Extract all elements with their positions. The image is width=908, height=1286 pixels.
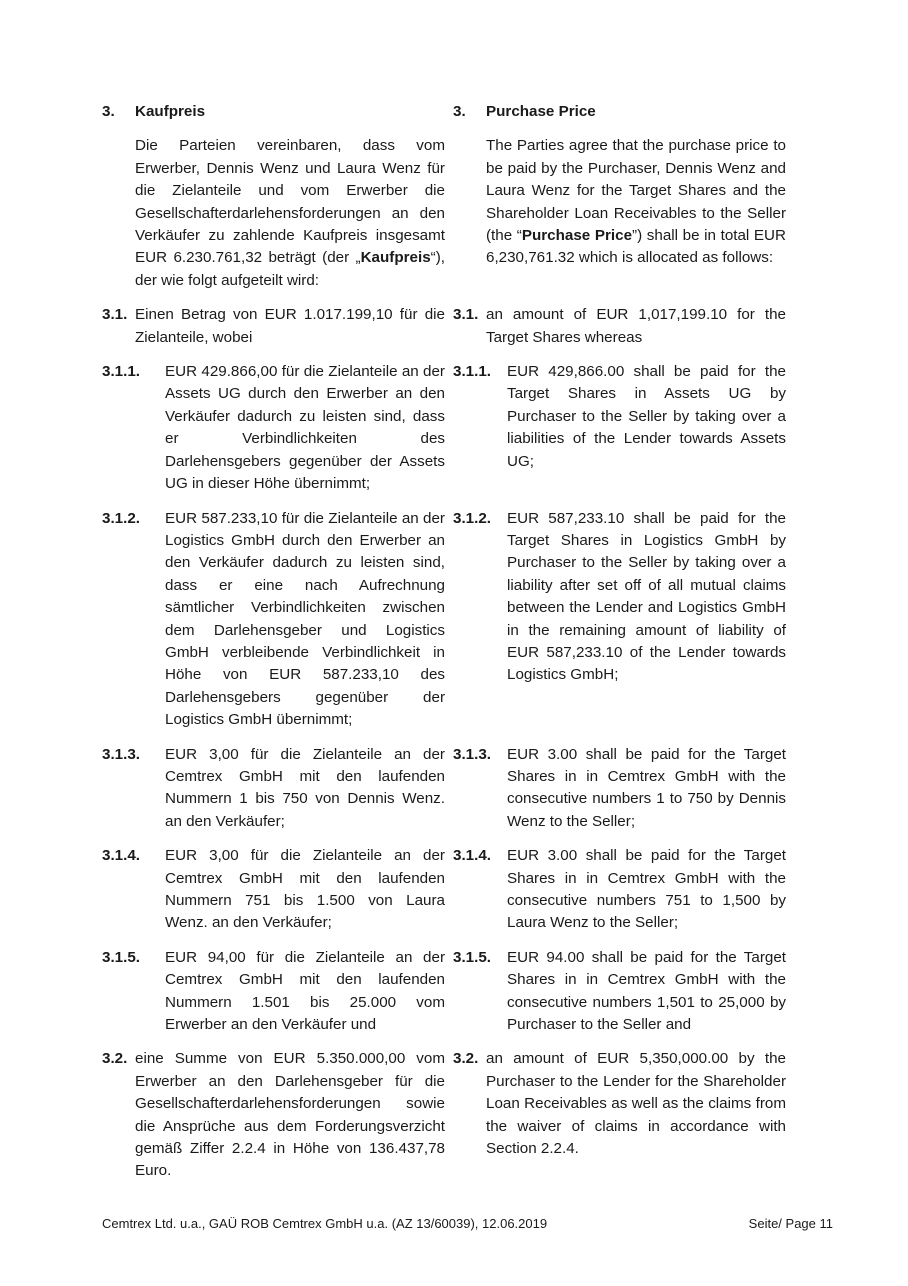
bilingual-clause-grid — [102, 101, 786, 1183]
intro-text-en — [486, 135, 786, 269]
intro-de — [102, 135, 445, 292]
clause-number: 3.1. — [453, 306, 479, 324]
clause-number: 3.1.2. — [453, 509, 491, 527]
clause-3-1-3-en — [453, 744, 786, 834]
heading-en — [453, 101, 786, 123]
intro-post-de: “), der wie folgt aufgeteilt wird: — [135, 249, 445, 289]
heading-number-de: 3. — [102, 103, 115, 120]
clause-3-1-5-de — [102, 947, 445, 1037]
clause-number: 3.1.4. — [453, 847, 491, 865]
clause-3-2-en — [453, 1048, 786, 1182]
clause-3-1-2-de — [102, 508, 445, 732]
intro-post-en: ”) shall be in total EUR 6,230,761.32 which is allocated as follows: — [486, 227, 786, 267]
clause-3-1-2-en — [453, 508, 786, 732]
clause-number: 3.1.1. — [453, 363, 491, 381]
clause-text: EUR 3,00 für die Zielanteile an der Cemtrex GmbH mit den laufenden Nummern 1 bis 750 von Dennis Wenz. an den Verkäufer; — [165, 745, 445, 830]
clause-number: 3.1.3. — [453, 745, 491, 763]
clause-3-1-5-en — [453, 947, 786, 1037]
clause-number: 3.1.4. — [102, 847, 140, 865]
clause-text: EUR 3.00 shall be paid for the Target Shares in in Cemtrex GmbH with the consecutive numbers 751 to 1,500 by Laura Wenz to the Seller; — [507, 847, 786, 932]
clause-number: 3.1.3. — [102, 745, 140, 763]
intro-text-de — [135, 135, 445, 292]
clause-number: 3.1.1. — [102, 363, 140, 381]
intro-pre-en: The Parties agree that the purchase price to be paid by the Purchaser, Dennis Wenz and Laura Wenz for the Target Shares and the Shareholder Loan Receivables to the Seller (the “ — [486, 137, 786, 245]
clause-text: Einen Betrag von EUR 1.017.199,10 für die Zielanteile, wobei — [135, 306, 445, 346]
heading-text-en: Purchase Price — [486, 103, 596, 120]
clause-text: EUR 94,00 für die Zielanteile an der Cemtrex GmbH mit den laufenden Nummern 1.501 bis 25.000 vom Erwerber an den Verkäufer und — [165, 948, 445, 1034]
clause-3-1-de — [102, 304, 445, 349]
heading-number-en: 3. — [453, 103, 466, 120]
clause-text: EUR 3.00 shall be paid for the Target Shares in in Cemtrex GmbH with the consecutive numbers 1 to 750 by Dennis Wenz to the Seller; — [507, 745, 786, 830]
clause-3-1-3-de — [102, 744, 445, 834]
clause-number: 3.1.2. — [102, 509, 140, 527]
clause-number: 3.1.5. — [453, 948, 491, 966]
defined-term-en: Purchase Price — [521, 227, 633, 245]
clause-3-1-1-en — [453, 361, 786, 495]
defined-term-de: Kaufpreis — [360, 249, 431, 267]
intro-pre-de: Die Parteien vereinbaren, dass vom Erwerber, Dennis Wenz und Laura Wenz für die Zielanteile und vom Erwerber die Gesellschafterdarlehensforderungen an den Verkäufer zu zahlende Kaufpreis insgesamt EUR 6.230.761,32 beträgt (der „ — [135, 137, 445, 267]
clause-text: EUR 587,233.10 shall be paid for the Target Shares in Logistics GmbH by Purchaser to the Seller by taking over a liability after set off of all mutual claims between the Lender and Logistics GmbH in the remaining amount of liability of EUR 587,233.10 of the Lender towards Logistics GmbH; — [507, 509, 786, 684]
clause-text: an amount of EUR 5,350,000.00 by the Purchaser to the Lender for the Shareholder Loan Receivables as well as the claims from the waiver of claims in accordance with Section 2.2.4. — [486, 1050, 786, 1158]
heading-de — [102, 101, 445, 123]
clause-text: eine Summe von EUR 5.350.000,00 vom Erwerber an den Darlehensgeber für die Gesellschafterdarlehensforderungen sowie die Ansprüche aus dem Forderungsverzicht gemäß Ziffer 2.2.4 in Höhe von 136.437,78 Euro. — [135, 1050, 445, 1180]
clause-3-1-4-de — [102, 845, 445, 935]
clause-number: 3.2. — [453, 1050, 479, 1068]
footer-page-number: Seite/ Page 11 — [748, 1216, 833, 1231]
clause-3-2-de — [102, 1048, 445, 1182]
clause-text: EUR 3,00 für die Zielanteile an der Cemtrex GmbH mit den laufenden Nummern 751 bis 1.500 von Laura Wenz. an den Verkäufer; — [165, 847, 445, 932]
clause-3-1-4-en — [453, 845, 786, 935]
clause-text: EUR 587.233,10 für die Zielanteile an der Logistics GmbH durch den Erwerber an den Verkäufer dadurch zu leisten sind, dass er eine nach Aufrechnung sämtlicher Verbindlichkeiten zwischen dem Darlehensgeber und Logistics GmbH verbleibende Verbindlichkeit in Höhe von EUR 587.233,10 des Darlehensgebers gegenüber der Logistics GmbH übernimmt; — [165, 509, 445, 729]
clause-number: 3.1.5. — [102, 948, 140, 966]
clause-text: EUR 94.00 shall be paid for the Target Shares in in Cemtrex GmbH with the consecutive numbers 1,501 to 25,000 by Purchaser to the Seller and — [507, 948, 786, 1034]
clause-number: 3.1. — [102, 306, 128, 324]
clause-text: EUR 429.866,00 für die Zielanteile an der Assets UG durch den Erwerber an den Verkäufer dadurch zu leisten sind, dass er Verbindlichkeiten des Darlehensgebers gegenüber der Assets UG in dieser Höhe übernimmt; — [165, 363, 445, 493]
intro-en — [453, 135, 786, 292]
clause-text: an amount of EUR 1,017,199.10 for the Target Shares whereas — [486, 306, 786, 346]
footer-reference: Cemtrex Ltd. u.a., GAÜ ROB Cemtrex GmbH u.a. (AZ 13/60039), 12.06.2019 — [102, 1216, 548, 1231]
clause-text: EUR 429,866.00 shall be paid for the Target Shares in Assets UG by Purchaser to the Seller by taking over a liabilities of the Lender towards Assets UG; — [507, 363, 786, 470]
clause-number: 3.2. — [102, 1050, 128, 1068]
clause-3-1-1-de — [102, 361, 445, 495]
page-footer — [102, 1216, 833, 1232]
heading-text-de: Kaufpreis — [135, 103, 206, 120]
clause-3-1-en — [453, 304, 786, 349]
